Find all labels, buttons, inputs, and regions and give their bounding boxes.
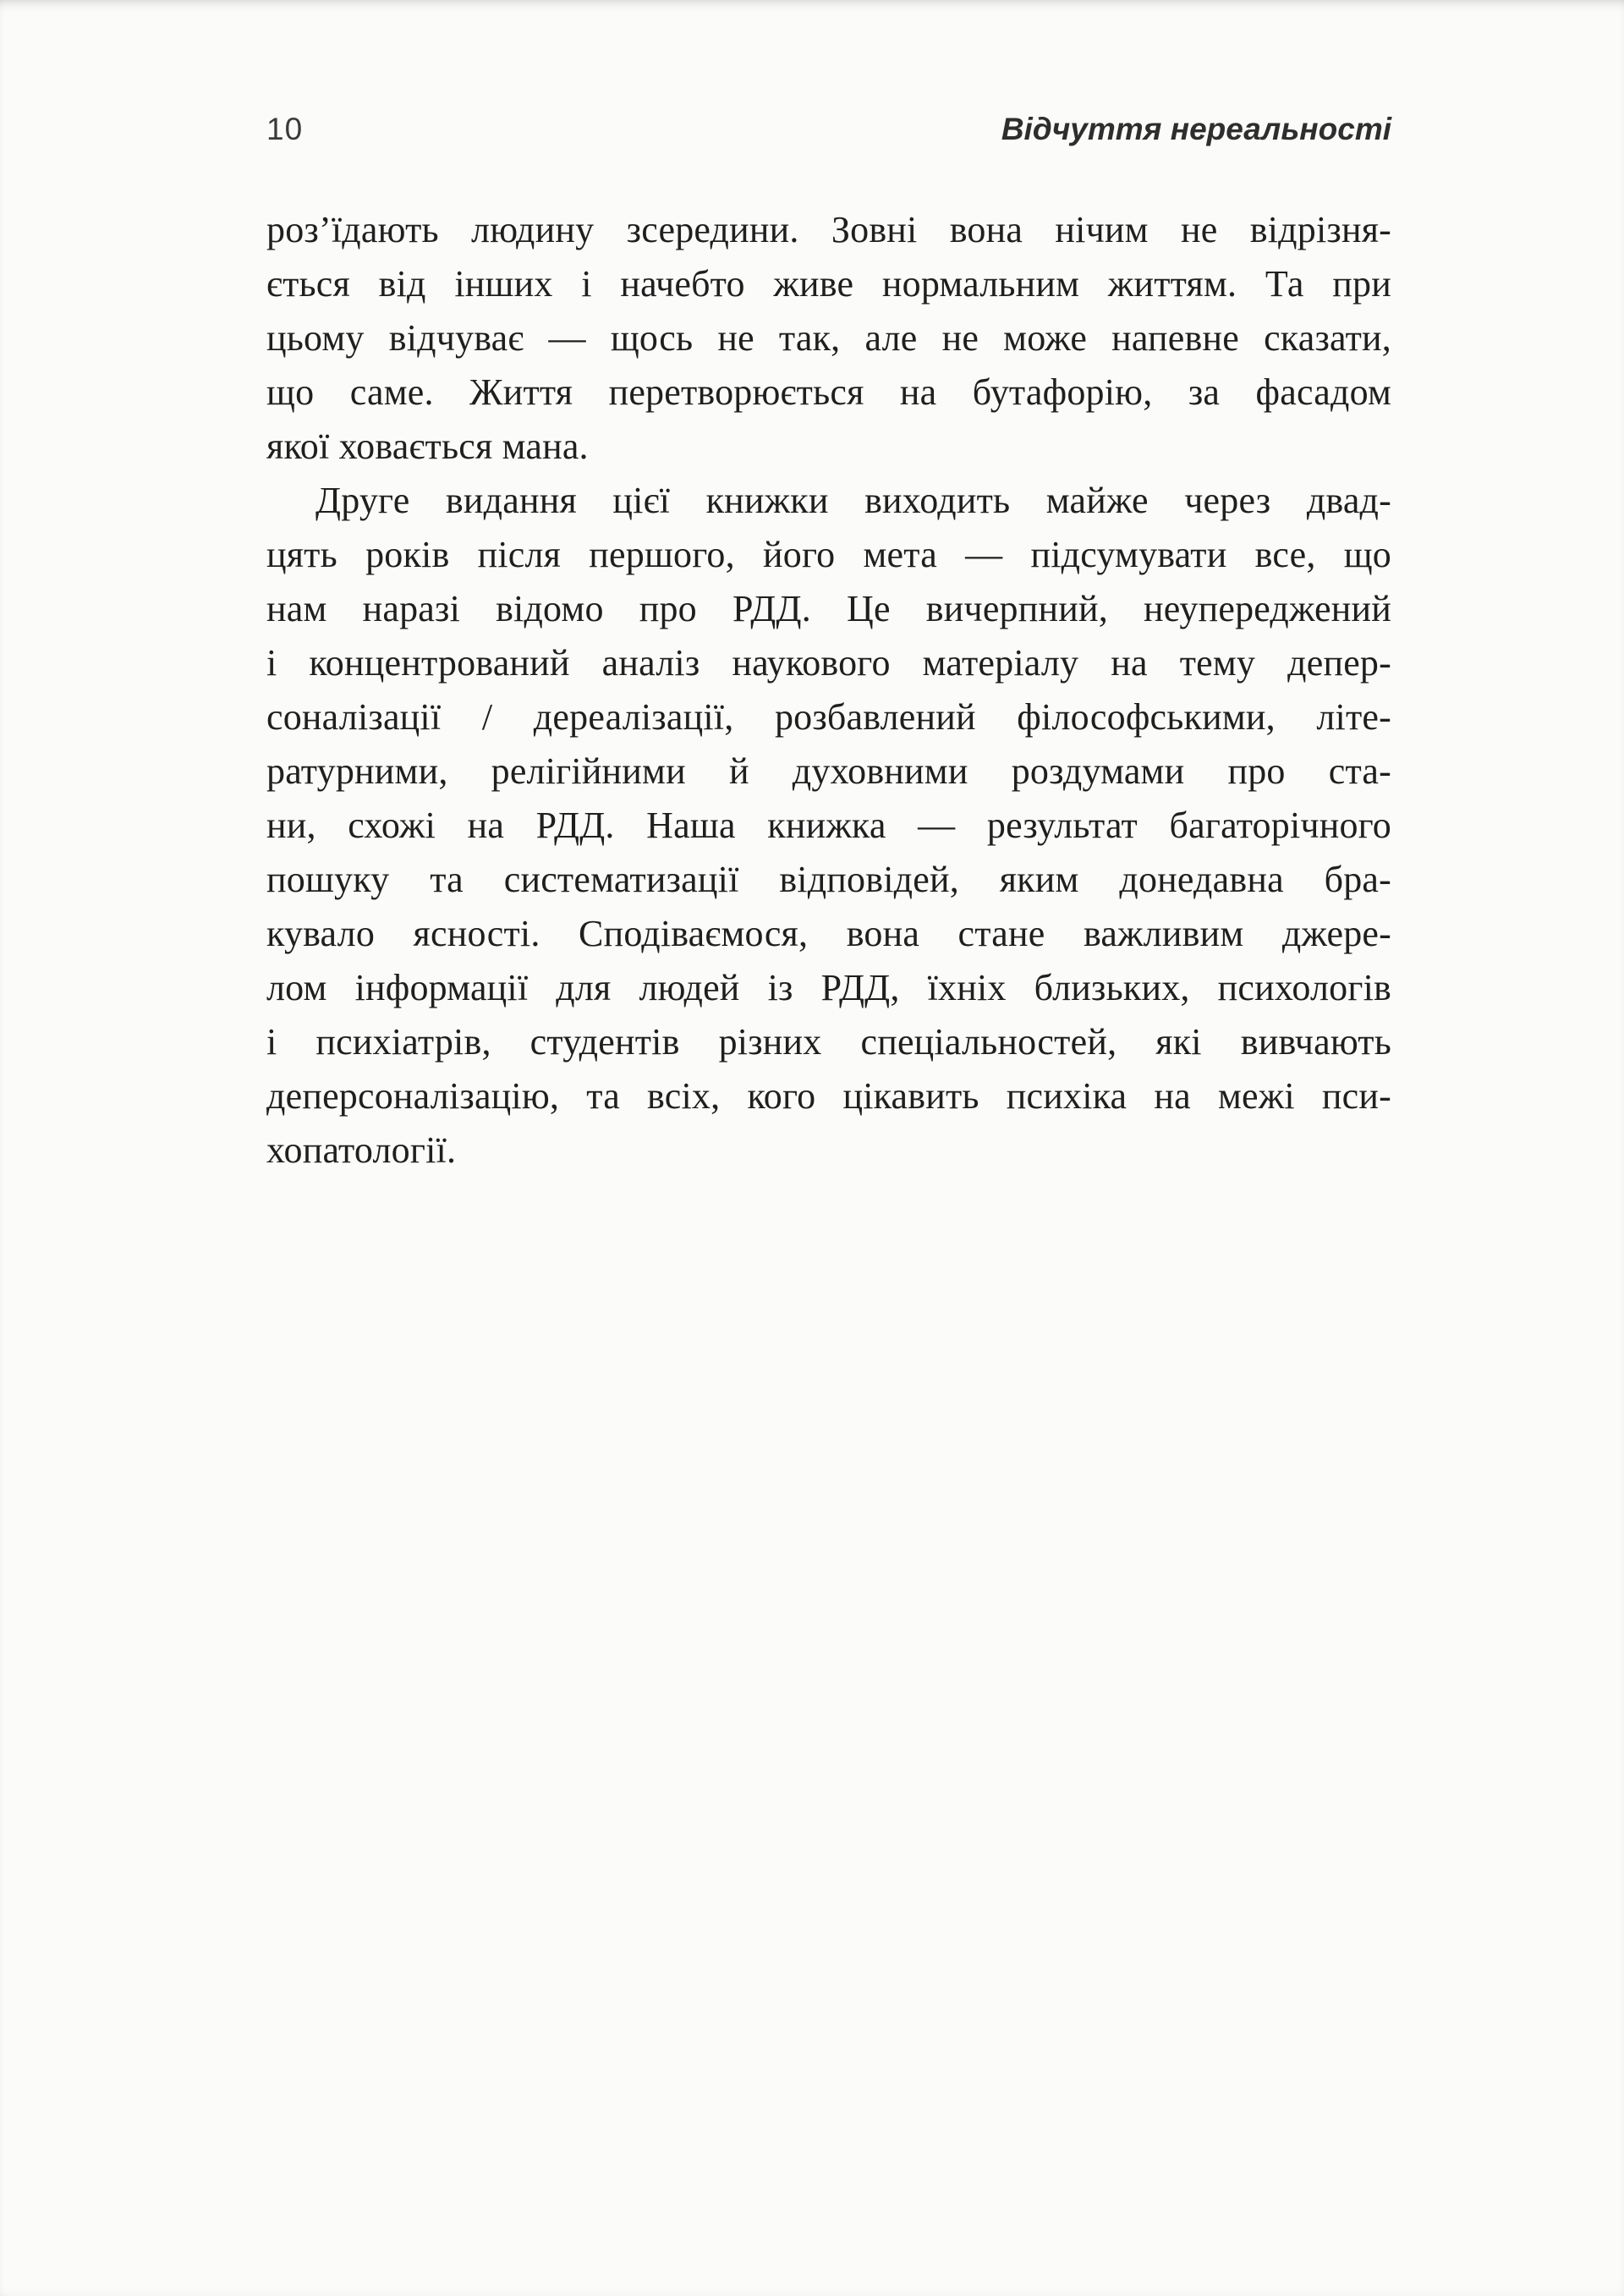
running-header: Відчуття нереальності	[1001, 112, 1391, 146]
text-line: деперсоналізацію, та всіх, кого цікавить психіка на межі пси-	[266, 1075, 1391, 1117]
text-line: цять років після першого, його мета — підсумувати все, що	[266, 534, 1391, 575]
paragraph	[266, 203, 1391, 474]
text-line: нам наразі відомо про РДД. Це вичерпний, неупереджений	[266, 588, 1391, 629]
content-column	[266, 112, 1391, 1178]
text-line: лом інформації для людей із РДД, їхніх близьких, психологів	[266, 967, 1391, 1008]
body-text	[266, 203, 1391, 1178]
text-line: соналізації / дереалізації, розбавлений філософськими, літе-	[266, 696, 1391, 738]
text-line: і психіатрів, студентів різних спеціальностей, які вивчають	[266, 1021, 1391, 1063]
text-line: і концентрований аналіз наукового матеріалу на тему депер-	[266, 642, 1391, 684]
text-line: хопатології.	[266, 1129, 457, 1171]
text-line: ни, схожі на РДД. Наша книжка — результат багаторічного	[266, 805, 1391, 846]
page-number: 10	[266, 112, 304, 146]
paragraph	[266, 474, 1391, 1178]
text-line: кувало ясності. Сподіваємося, вона стане важливим джере-	[266, 913, 1391, 954]
text-line: якої ховається мана.	[266, 426, 589, 467]
text-line: ратурними, релігійними й духовними роздумами про ста-	[266, 750, 1391, 792]
page-header	[266, 112, 1391, 147]
text-line: ється від інших і начебто живе нормальним життям. Та при	[266, 263, 1391, 305]
text-line: цьому відчуває — щось не так, але не може напевне сказати,	[266, 317, 1391, 359]
text-line: Друге видання цієї книжки виходить майже через двад-	[315, 480, 1391, 521]
text-line: роз’їдають людину зсередини. Зовні вона нічим не відрізня-	[266, 209, 1391, 250]
text-line: пошуку та систематизації відповідей, яким донедавна бра-	[266, 859, 1391, 900]
text-line: що саме. Життя перетворюється на бутафорію, за фасадом	[266, 371, 1391, 413]
